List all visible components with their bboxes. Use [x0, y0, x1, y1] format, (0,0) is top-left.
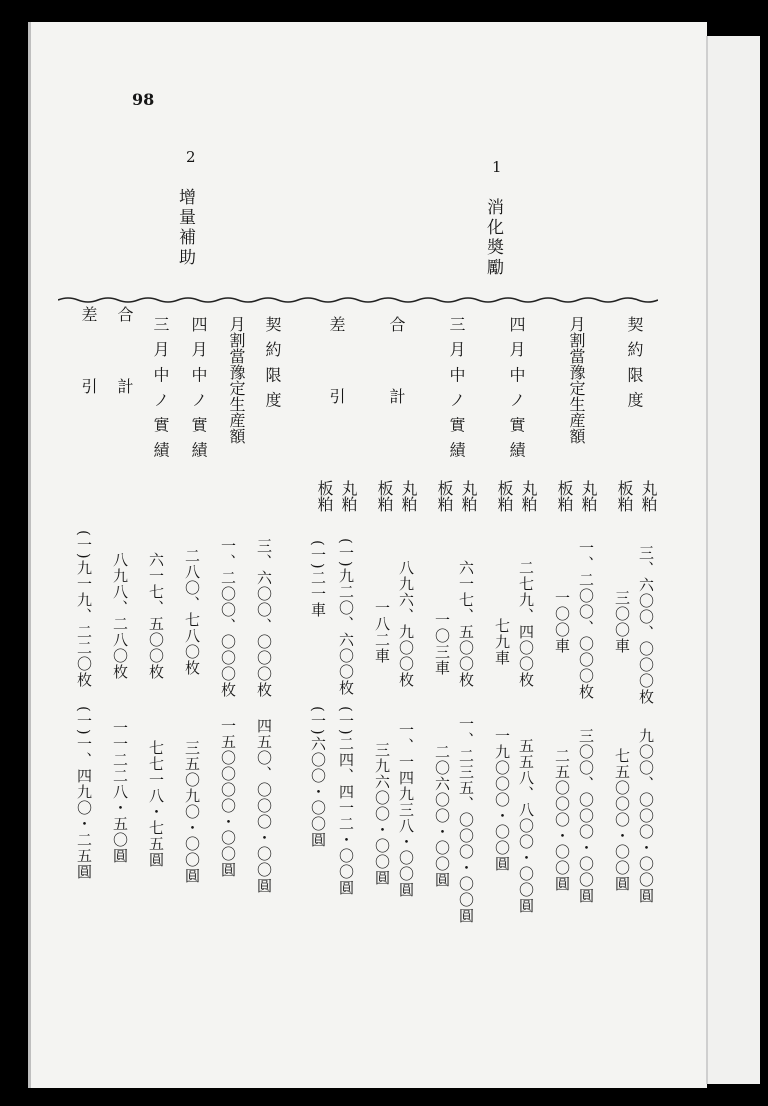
t1-amt: (一)二四、四一二・〇〇圓 — [337, 706, 355, 896]
t2-amt: 四五〇、〇〇〇・〇〇圓 — [255, 718, 273, 894]
t1-qty: (一)九二〇、六〇〇枚 — [337, 538, 355, 696]
t1-unit: 丸粕 — [459, 480, 478, 512]
t2-amt: 一一二二八・五〇圓 — [111, 720, 129, 864]
t1-row-label: 差 引 — [327, 316, 346, 406]
t2-amt: 三五〇九〇・〇〇圓 — [183, 740, 201, 884]
t1-unit: 丸粕 — [399, 480, 418, 512]
t1-amt: 二五〇〇〇・〇〇圓 — [553, 748, 571, 892]
section-2-number: 2 — [186, 148, 196, 166]
t1-amt: 三九六〇〇・〇〇圓 — [373, 742, 391, 886]
t1-row-label: 三 月 中 ノ 實 績 — [447, 316, 466, 460]
t2-row-label: 合 計 — [115, 306, 134, 396]
t1-amt: 一九〇〇〇・〇〇圓 — [493, 728, 511, 872]
t1-amt: 七五〇〇〇・〇〇圓 — [613, 748, 631, 892]
t1-qty: 六一七、五〇〇枚 — [457, 560, 475, 688]
t1-qty: 二七九、四〇〇枚 — [517, 560, 535, 688]
t1-amt: 一、一四九三八・〇〇圓 — [397, 722, 415, 898]
t1-amt: 三〇〇、〇〇〇・〇〇圓 — [577, 728, 595, 904]
t2-qty: (一)九一九、二二〇枚 — [75, 530, 93, 688]
t1-unit: 板粕 — [315, 480, 334, 512]
top-rule — [58, 296, 658, 304]
t2-qty: 三、六〇〇、〇〇〇枚 — [255, 538, 273, 698]
t1-unit: 板粕 — [495, 480, 514, 512]
document-page — [28, 22, 707, 1088]
t2-amt: 一五〇〇〇〇・〇〇圓 — [219, 718, 237, 878]
t1-row-label: 契 約 限 度 — [625, 316, 644, 410]
t1-qty: 八九六、九〇〇枚 — [397, 560, 415, 688]
facing-page-edge — [706, 36, 760, 1084]
section-2-title: 增量補助 — [175, 188, 195, 268]
t2-qty: 二八〇、七八〇枚 — [183, 548, 201, 676]
t1-unit: 丸粕 — [519, 480, 538, 512]
t1-amt: 九〇〇、〇〇〇・〇〇圓 — [637, 728, 655, 904]
t1-qty: 三〇〇車 — [613, 590, 631, 654]
t1-qty: (一)二一車 — [309, 540, 327, 618]
t2-qty: 一、二〇〇、〇〇〇枚 — [219, 538, 237, 698]
t1-row-label: 月割當豫定生産額 — [567, 316, 586, 444]
t1-qty: 七九車 — [493, 618, 511, 666]
t2-qty: 六一七、五〇〇枚 — [147, 552, 165, 680]
t2-row-label: 差 引 — [79, 306, 98, 396]
t1-amt: 一、二三五、〇〇〇・〇〇圓 — [457, 716, 475, 924]
section-1-title: 消化奬勵 — [483, 198, 503, 278]
t2-row-label: 三 月 中 ノ 實 績 — [151, 316, 170, 460]
t2-amt: (一)一、四九〇・二五圓 — [75, 706, 93, 880]
t1-unit: 丸粕 — [339, 480, 358, 512]
t2-row-label: 四 月 中 ノ 實 績 — [189, 316, 208, 460]
section-1-number: 1 — [492, 158, 502, 176]
t1-amt: 二〇六〇〇・〇〇圓 — [433, 744, 451, 888]
t1-unit: 板粕 — [375, 480, 394, 512]
t1-unit: 丸粕 — [579, 480, 598, 512]
t1-row-label: 四 月 中 ノ 實 績 — [507, 316, 526, 460]
t1-qty: 一〇三車 — [433, 612, 451, 676]
t1-qty: 一八二車 — [373, 600, 391, 664]
t1-amt: (一)六〇〇・〇〇圓 — [309, 706, 327, 848]
t1-unit: 丸粕 — [639, 480, 658, 512]
t1-unit: 板粕 — [615, 480, 634, 512]
t1-qty: 三、六〇〇、〇〇〇枚 — [637, 545, 655, 705]
t2-qty: 八九八、二八〇枚 — [111, 552, 129, 680]
t2-amt: 七七一八・七五圓 — [147, 740, 165, 868]
t1-qty: 一、二〇〇、〇〇〇枚 — [577, 540, 595, 700]
t2-row-label: 契 約 限 度 — [263, 316, 282, 410]
page-number: 98 — [132, 90, 155, 109]
t1-unit: 板粕 — [435, 480, 454, 512]
t1-amt: 五五八、八〇〇・〇〇圓 — [517, 738, 535, 914]
t1-row-label: 合 計 — [387, 316, 406, 406]
t1-unit: 板粕 — [555, 480, 574, 512]
t1-qty: 一〇〇車 — [553, 590, 571, 654]
t2-row-label: 月割當豫定生産額 — [227, 316, 246, 444]
